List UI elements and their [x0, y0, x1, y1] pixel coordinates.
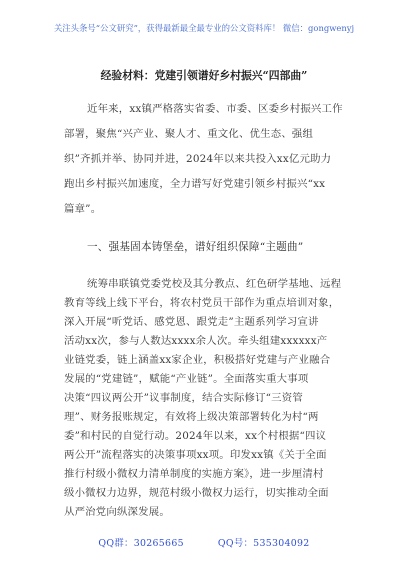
qq-number-text: QQ号：535304092	[217, 538, 310, 549]
body-line: 深入开展“听党话、感党恩、跟党走”主题系列学习宣讲	[64, 316, 319, 328]
body-line: 教育等线上线下平台，将农村党员干部作为重点培训对象，	[64, 297, 340, 309]
body-line: 两公开”流程落实的决策事项xx项。印发xx镇《关于全面	[64, 449, 327, 461]
body-line: 业链党委，链上涵盖xx家企业，积极搭好党建与产业融合	[64, 354, 331, 366]
promo-banner: 关注头条号“公文研究”，获得最新最全最专业的公文资料库！ 微信：gongwenyj	[53, 23, 355, 33]
body-line: 篇章”。	[64, 203, 102, 215]
body-line: 决策“四议两公开”议事制度，结合实际修订“三资管	[64, 392, 303, 404]
body-line: 跑出乡村振兴加速度，全力谱写好党建引领乡村振兴“xx	[64, 178, 326, 190]
contact-footer	[0, 535, 408, 549]
body-line: 近年来，xx镇严格落实省委、市委、区委乡村振兴工作	[87, 103, 343, 115]
body-line: 理”、财务报账规定，有效将上级决策部署转化为村“两	[64, 411, 319, 423]
body-line: 发展的“党建链”，赋能“产业链”。全面落实重大事项	[64, 373, 309, 385]
section-heading: 一、强基固本铸堡垒，谱好组织保障“主题曲”	[87, 241, 304, 253]
document-title: 经验材料：党建引领谱好乡村振兴“四部曲”	[100, 69, 308, 82]
body-line: 织”齐抓并举、协同并进，2024年以来共投入xx亿元助力	[64, 153, 332, 165]
qq-group-text: QQ群：30265665	[98, 538, 184, 549]
body-line: 活动xx次，参与人数达xxxx余人次。牵头组建xxxxxx产	[64, 335, 328, 347]
body-line: 部署，聚焦“兴产业、聚人才、重文化、优生态、强组	[64, 128, 314, 140]
body-line: 统筹串联镇党委党校及其分教点、红色研学基地、远程	[87, 278, 342, 290]
body-line: 从严治党向纵深发展。	[64, 506, 170, 518]
body-line: 委”和村民的自觉行动。2024年以来，xx个村根据“四议	[64, 430, 327, 442]
body-line: 级小微权力边界，规范村级小微权力运行，切实推动全面	[64, 487, 329, 499]
body-line: 推行村级小微权力清单制度的实施方案》，进一步厘清村	[64, 468, 324, 480]
